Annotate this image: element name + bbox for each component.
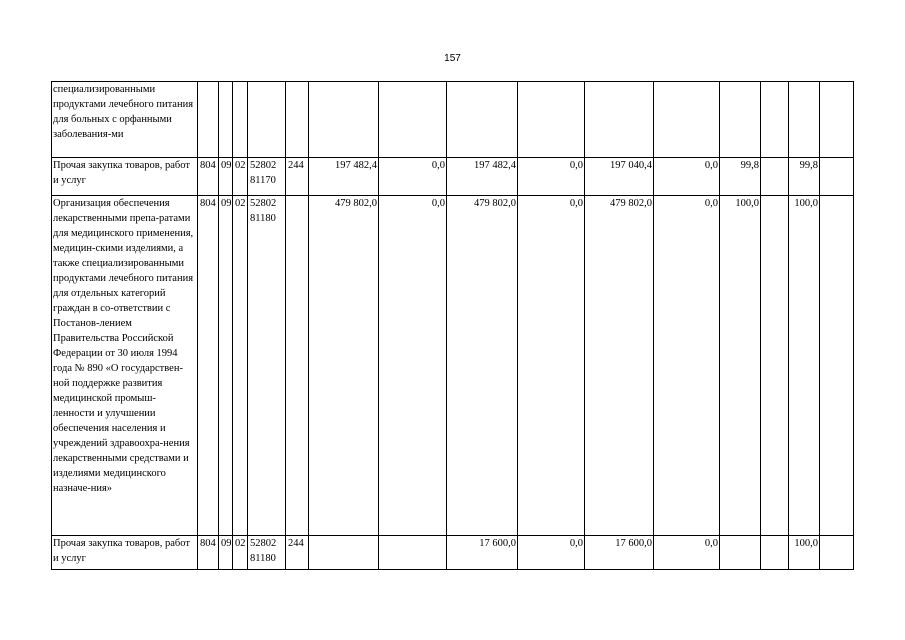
target-article-code	[248, 196, 286, 536]
percent-cell	[720, 536, 761, 570]
value-cell: 17 600,0	[585, 536, 654, 570]
table-row	[52, 536, 854, 570]
section-code	[219, 82, 233, 158]
target-article-part1: 52802	[250, 160, 277, 171]
empty-cell	[820, 196, 854, 536]
percent-cell: 100,0	[789, 536, 820, 570]
value-cell	[654, 82, 720, 158]
percent-cell: 99,8	[789, 158, 820, 196]
empty-cell	[761, 82, 789, 158]
row-name: Прочая закупка товаров, работ и услуг	[52, 158, 198, 196]
value-cell: 197 482,4	[447, 158, 518, 196]
table-row	[52, 82, 854, 158]
value-cell: 197 040,4	[585, 158, 654, 196]
percent-cell	[720, 82, 761, 158]
value-cell: 0,0	[654, 536, 720, 570]
value-cell	[447, 82, 518, 158]
percent-cell: 99,8	[720, 158, 761, 196]
empty-cell	[820, 158, 854, 196]
target-article-part2: 81170	[250, 175, 276, 186]
subsection-code: 02	[233, 536, 248, 570]
empty-cell	[761, 158, 789, 196]
value-cell: 479 802,0	[585, 196, 654, 536]
value-cell	[379, 536, 447, 570]
target-article-code	[248, 536, 286, 570]
empty-cell	[820, 536, 854, 570]
expense-type-code	[286, 82, 309, 158]
expense-type-code	[286, 196, 309, 536]
budget-table	[51, 81, 854, 570]
ministry-code: 804	[198, 536, 219, 570]
section-code: 09	[219, 196, 233, 536]
row-name: Прочая закупка товаров, работ и услуг	[52, 536, 198, 570]
target-article-code	[248, 82, 286, 158]
value-cell: 0,0	[379, 158, 447, 196]
row-name: Организация обеспечения лекарственными препа-ратами для медицинского применения, медицин-скими изделиями, а также специализированными продуктами лечебного питания для отдельных категорий граждан в со-ответствии с Постанов-лением Правительства Российской Федерации от 30 июля 1994 года № 890 «О государствен-ной поддержке развития медицинской промыш-ленности и улучшении обеспечения населения и учреждений здравоохра-нения лекарственными средствами и изделиями медицинского назначе-ния»	[52, 196, 198, 536]
value-cell	[309, 82, 379, 158]
value-cell: 0,0	[518, 196, 585, 536]
value-cell: 0,0	[518, 536, 585, 570]
value-cell: 0,0	[379, 196, 447, 536]
table-row	[52, 158, 854, 196]
expense-type-code: 244	[286, 536, 309, 570]
value-cell: 0,0	[518, 158, 585, 196]
ministry-code: 804	[198, 158, 219, 196]
value-cell: 197 482,4	[309, 158, 379, 196]
expense-type-code: 244	[286, 158, 309, 196]
empty-cell	[761, 536, 789, 570]
percent-cell: 100,0	[789, 196, 820, 536]
value-cell	[379, 82, 447, 158]
target-article-part2: 81180	[250, 213, 276, 224]
value-cell	[585, 82, 654, 158]
ministry-code	[198, 82, 219, 158]
section-code: 09	[219, 158, 233, 196]
percent-cell: 100,0	[720, 196, 761, 536]
target-article-code	[248, 158, 286, 196]
target-article-part2: 81180	[250, 553, 276, 564]
empty-cell	[820, 82, 854, 158]
value-cell: 0,0	[654, 158, 720, 196]
subsection-code: 02	[233, 196, 248, 536]
section-code: 09	[219, 536, 233, 570]
subsection-code	[233, 82, 248, 158]
value-cell	[518, 82, 585, 158]
table-row	[52, 196, 854, 536]
value-cell: 479 802,0	[447, 196, 518, 536]
value-cell: 17 600,0	[447, 536, 518, 570]
value-cell: 0,0	[654, 196, 720, 536]
ministry-code: 804	[198, 196, 219, 536]
row-name: специализированными продуктами лечебного питания для больных с орфанными заболевания-ми	[52, 82, 198, 158]
target-article-part1: 52802	[250, 198, 277, 209]
subsection-code: 02	[233, 158, 248, 196]
value-cell: 479 802,0	[309, 196, 379, 536]
page-number: 157	[444, 53, 461, 64]
percent-cell	[789, 82, 820, 158]
target-article-part1: 52802	[250, 538, 277, 549]
empty-cell	[761, 196, 789, 536]
value-cell	[309, 536, 379, 570]
